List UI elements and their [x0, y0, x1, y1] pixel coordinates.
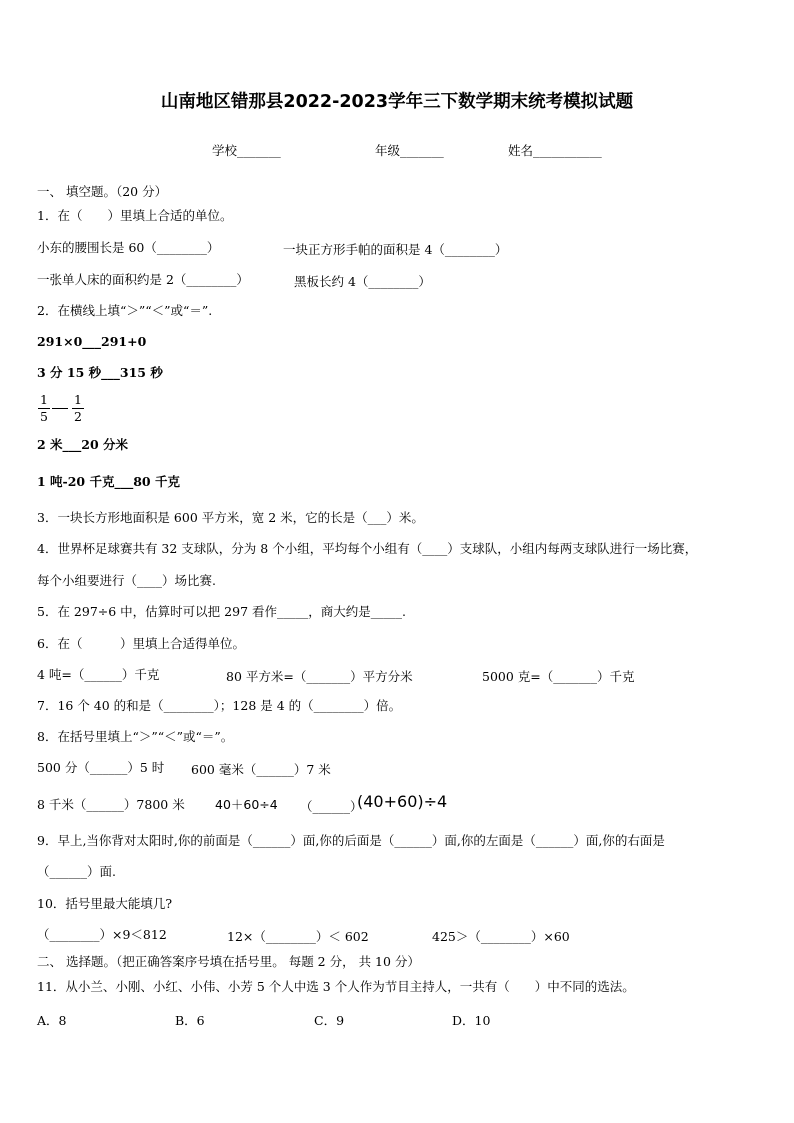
comparison-blank — [52, 408, 68, 409]
option-b: B．6 — [175, 1013, 205, 1028]
question-10: 10．括号里最大能填几? — [37, 896, 173, 911]
question-8e-blank: （______） — [300, 799, 363, 814]
fraction-numerator: 1 — [40, 392, 48, 407]
fraction-one-fifth — [38, 392, 50, 425]
question-9-line2: （______）面. — [37, 864, 116, 879]
question-8d-expression: 40＋60÷4 — [215, 797, 278, 812]
question-2a: 291×0___291+0 — [37, 334, 147, 349]
question-8f-expression: (40+60)÷4 — [357, 792, 448, 811]
question-2e: 1 吨-20 千克___80 千克 — [37, 474, 180, 489]
section-2-heading: 二、 选择题。（把正确答案序号填在括号里。 每题 2 分， 共 10 分） — [37, 954, 420, 969]
question-9-line1: 9．早上,当你背对太阳时,你的前面是（______）面,你的后面是（______）面,你的左面是（______）面,你的右面是 — [37, 833, 665, 848]
question-4-line1: 4．世界杯足球赛共有 32 支球队，分为 8 个小组，平均每个小组有（____）支球队，小组内每两支球队进行一场比赛， — [37, 541, 698, 556]
question-2b: 3 分 15 秒___315 秒 — [37, 365, 163, 380]
question-1c: 一张单人床的面积约是 2（________） — [37, 272, 249, 287]
question-10a: （________）×9＜812 — [37, 927, 167, 942]
question-8a: 500 分（______）5 时 — [37, 760, 165, 775]
question-7: 7．16 个 40 的和是（________）；128 是 4 的（________）倍。 — [37, 698, 402, 713]
question-8c: 8 千米（______）7800 米 — [37, 797, 185, 812]
question-10c: 425＞（________）×60 — [432, 929, 570, 944]
question-4-line2: 每个小组要进行（____）场比赛. — [37, 573, 216, 588]
school-field: 学校_______ — [212, 143, 281, 158]
question-2d: 2 米___20 分米 — [37, 437, 129, 452]
fraction-numerator: 1 — [74, 392, 82, 407]
question-8: 8．在括号里填上“＞”“＜”或“＝”。 — [37, 729, 234, 744]
question-1a: 小东的腰围长是 60（________） — [37, 240, 220, 255]
question-6c: 5000 克=（_______）千克 — [482, 669, 635, 684]
question-6a: 4 吨=（______）千克 — [37, 667, 160, 682]
question-2: 2．在横线上填“＞”“＜”或“＝”. — [37, 303, 213, 318]
question-3: 3．一块长方形地面积是 600 平方米，宽 2 米，它的长是（___）米。 — [37, 510, 424, 525]
option-d: D．10 — [452, 1013, 491, 1028]
question-1b: 一块正方形手帕的面积是 4（________） — [283, 242, 508, 257]
section-1-heading: 一、 填空题。（20 分） — [37, 184, 168, 199]
question-1d: 黑板长约 4（________） — [294, 274, 431, 289]
fraction-one-half — [72, 392, 84, 425]
question-1: 1．在（ ）里填上合适的单位。 — [37, 208, 233, 223]
option-c: C．9 — [314, 1013, 345, 1028]
question-6b: 80 平方米=（_______）平方分米 — [226, 669, 413, 684]
page-title: 山南地区错那县2022-2023学年三下数学期末统考模拟试题 — [160, 92, 634, 112]
question-6: 6．在（ ）里填上合适得单位。 — [37, 636, 245, 651]
name-field: 姓名___________ — [508, 143, 602, 158]
grade-field: 年级_______ — [375, 143, 444, 158]
option-a: A．8 — [37, 1013, 67, 1028]
question-11: 11．从小兰、小刚、小红、小伟、小芳 5 个人中选 3 个人作为节目主持人，一共有（ ）中不同的选法。 — [37, 979, 635, 994]
question-10b: 12×（________）＜ 602 — [227, 929, 369, 944]
question-5: 5．在 297÷6 中，估算时可以把 297 看作_____，商大约是_____. — [37, 604, 406, 619]
fraction-denominator: 2 — [72, 408, 84, 425]
fraction-denominator: 5 — [38, 408, 50, 425]
question-8b: 600 毫米（______）7 米 — [191, 762, 331, 777]
